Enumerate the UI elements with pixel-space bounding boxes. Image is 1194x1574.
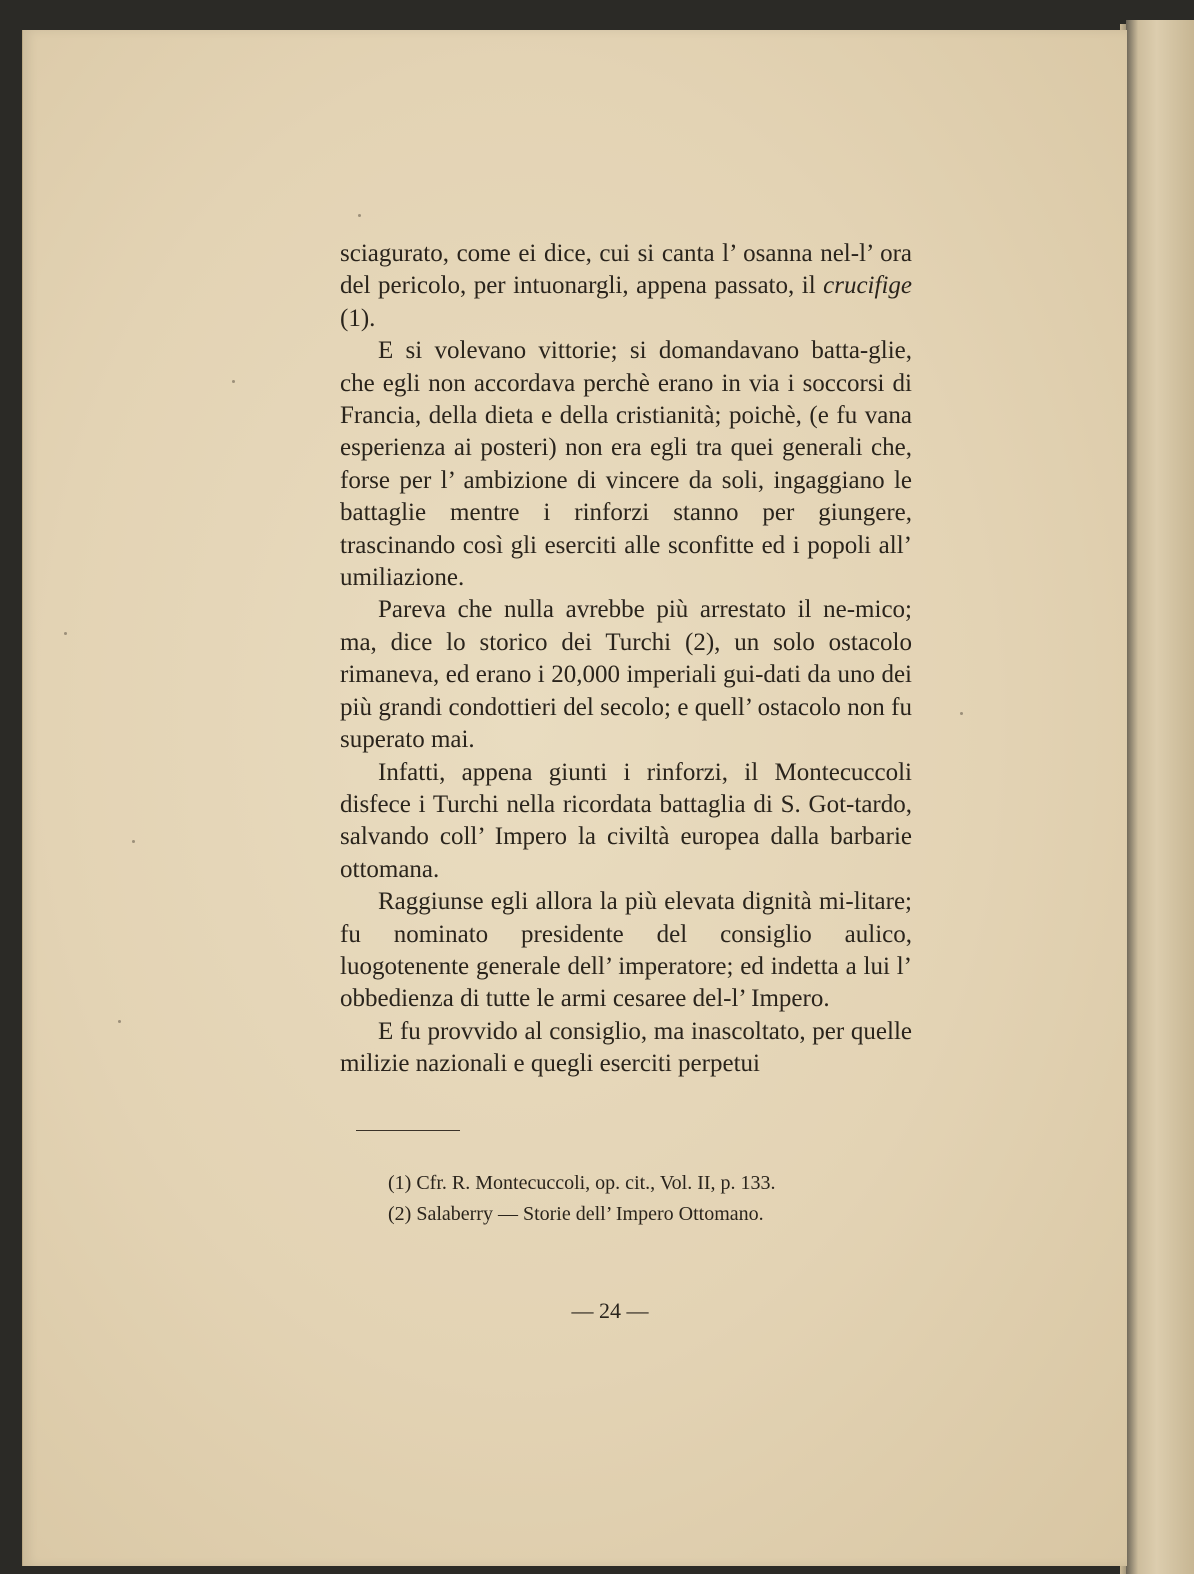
paper-speck <box>118 1020 121 1023</box>
text-run: E fu provvido al consiglio, ma inascoltato, per quelle milizie nazionali e quegli eserciti perpetui <box>340 1017 912 1078</box>
footnote-text: Cfr. R. Montecuccoli, op. cit., Vol. II, p. 133. <box>416 1172 776 1194</box>
paper-speck <box>358 214 361 217</box>
footnote-text: Salaberry — Storie dell’ Impero Ottomano. <box>416 1203 764 1225</box>
paragraph <box>340 757 912 887</box>
paper-speck <box>232 380 235 383</box>
footnote-rule <box>356 1130 460 1131</box>
paper-speck <box>132 840 135 843</box>
paragraph <box>340 238 912 335</box>
text-run: E si volevano vittorie; si domandavano batta-glie, che egli non accordava perchè erano in via i soccorsi di Francia, della dieta e della cristianità; poichè, (e fu vana esperienza ai posteri) non era egli tra quei generali che, forse per l’ ambizione di vincere da soli, ingaggiano le battaglie mentre i rinforzi stanno per giungere, trascinando così gli eserciti alle sconfitte ed i popoli all’ umiliazione. <box>340 337 912 592</box>
footnote-1 <box>388 1168 908 1199</box>
text-run: Infatti, appena giunti i rinforzi, il Montecuccoli disfece i Turchi nella ricordata battaglia di S. Got-tardo, salvando coll’ Impero la civiltà europea dalla barbarie ottomana. <box>340 758 912 883</box>
footnote-2 <box>388 1199 908 1230</box>
paragraph <box>340 335 912 594</box>
text-run: (1). <box>340 304 376 332</box>
italic-term: crucifige <box>823 272 912 300</box>
book-spine <box>1126 20 1194 1574</box>
paragraph <box>340 886 912 1016</box>
page-number: — 24 — <box>571 1298 649 1323</box>
text-run: Pareva che nulla avrebbe più arrestato il ne-mico; ma, dice lo storico dei Turchi (2), un solo ostacolo rimaneva, ed erano i 20,000 imperiali gui-dati da uno dei più grandi condottieri del secolo; e quell’ ostacolo non fu superato mai. <box>340 596 912 754</box>
text-run: Raggiunse egli allora la più elevata dignità mi-litare; fu nominato presidente del consiglio aulico, luogotenente generale dell’ imperatore; ed indetta a lui l’ obbedienza di tutte le armi cesaree del-l’ Impero. <box>340 888 912 1013</box>
paper-speck <box>64 632 67 635</box>
footnote-marker: (2) <box>388 1203 412 1225</box>
paragraph <box>340 1016 912 1081</box>
paragraph <box>340 594 912 756</box>
text-run: sciagurato, come ei dice, cui si canta l’ osanna nel-l’ ora del pericolo, per intuonargli, appena passato, il <box>340 240 912 300</box>
paper-speck <box>960 712 963 715</box>
footnote-marker: (1) <box>388 1172 412 1194</box>
footnotes <box>388 1168 908 1230</box>
body-text <box>340 238 912 1081</box>
